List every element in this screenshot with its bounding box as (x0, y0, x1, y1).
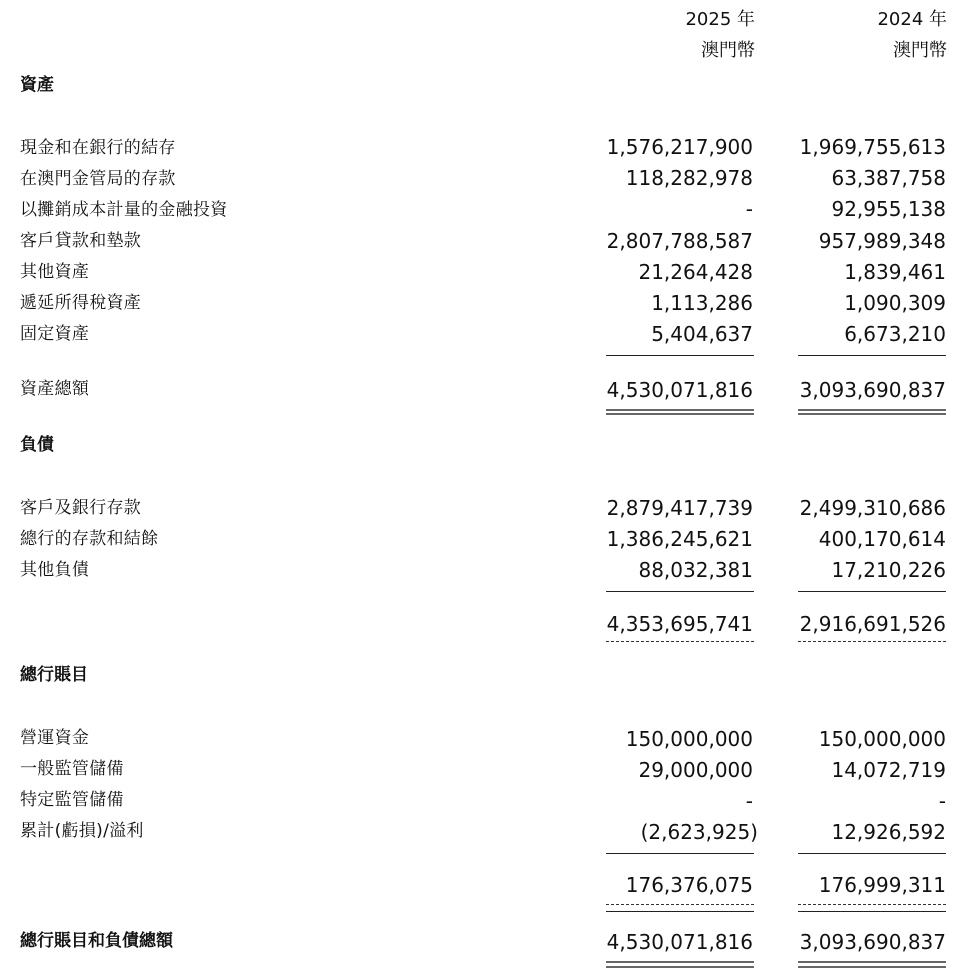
subtotal-dashed-rule (606, 904, 754, 905)
row-value-2024: 2,499,310,686 (799, 496, 946, 520)
row-value-2025: 150,000,000 (625, 727, 753, 751)
grand-total-2024: 3,093,690,837 (799, 930, 946, 954)
row-value-2025: 1,386,245,621 (606, 527, 753, 551)
row-value-2025: 2,879,417,739 (606, 496, 753, 520)
row-label: 其他資產 (20, 262, 90, 282)
row-value-2025: - (745, 789, 753, 813)
section-heading-liabilities: 負債 (20, 435, 54, 455)
currency-2025-label: 澳門幣 (701, 40, 755, 61)
row-value-2024: 150,000,000 (818, 727, 946, 751)
row-value-2025: 1,576,217,900 (606, 135, 753, 159)
row-label: 在澳門金管局的存款 (20, 169, 176, 189)
row-label: 遞延所得稅資產 (20, 293, 142, 313)
year-2025-label: 2025 年 (685, 9, 755, 30)
row-label: 以攤銷成本計量的金融投資 (20, 200, 228, 220)
row-value-2024: 63,387,758 (831, 166, 946, 190)
row-value-2025: 88,032,381 (638, 558, 753, 582)
subtotal-rule (606, 911, 754, 912)
row-label: 營運資金 (20, 728, 90, 748)
row-value-2025: 21,264,428 (638, 260, 753, 284)
row-label: 客戶貸款和墊款 (20, 231, 142, 251)
row-value-2024: 1,090,309 (844, 291, 946, 315)
row-value-2024: 17,210,226 (831, 558, 946, 582)
row-value-2024: 400,170,614 (818, 527, 946, 551)
row-label: 總行的存款和結餘 (20, 529, 159, 549)
row-value-2024: 1,839,461 (844, 260, 946, 284)
total-double-rule (606, 961, 754, 963)
subtotal-rule (798, 853, 946, 854)
row-value-2024: 12,926,592 (831, 820, 946, 844)
grand-total-label: 總行賬目和負債總額 (20, 931, 173, 951)
subtotal-rule (606, 853, 754, 854)
row-label: 現金和在銀行的結存 (20, 138, 176, 158)
row-label: 一般監管儲備 (20, 759, 124, 779)
row-label: 固定資產 (20, 324, 90, 344)
grand-total-2025: 4,530,071,816 (606, 930, 753, 954)
row-value-2024: 14,072,719 (831, 758, 946, 782)
subtotal-rule (798, 591, 946, 592)
total-double-rule (606, 409, 754, 411)
total-assets-2025: 4,530,071,816 (606, 378, 753, 402)
liabilities-subtotal-2024: 2,916,691,526 (799, 612, 946, 636)
liabilities-subtotal-2025: 4,353,695,741 (606, 612, 753, 636)
row-label: 客戶及銀行存款 (20, 498, 142, 518)
subtotal-dashed-rule (606, 641, 754, 642)
row-label: 特定監管儲備 (20, 790, 124, 810)
row-value-2025: - (745, 197, 753, 221)
row-value-2024: 92,955,138 (831, 197, 946, 221)
row-value-2024: 6,673,210 (844, 322, 946, 346)
column-header-2024 (877, 4, 947, 66)
subtotal-rule (798, 355, 946, 356)
total-double-rule (606, 966, 754, 968)
head-office-subtotal-2024: 176,999,311 (818, 873, 946, 897)
row-value-2025: 2,807,788,587 (606, 229, 753, 253)
row-value-2025: 29,000,000 (638, 758, 753, 782)
row-label: 累計(虧損)/溢利 (20, 821, 144, 841)
head-office-subtotal-2025: 176,376,075 (625, 873, 753, 897)
column-header-2025 (685, 4, 755, 66)
total-double-rule (606, 413, 754, 415)
total-double-rule (798, 409, 946, 411)
row-value-2025: 5,404,637 (651, 322, 753, 346)
row-value-2024: 957,989,348 (818, 229, 946, 253)
row-value-2024: 1,969,755,613 (799, 135, 946, 159)
total-double-rule (798, 413, 946, 415)
section-heading-head-office: 總行賬目 (20, 665, 88, 685)
row-label: 其他負債 (20, 560, 90, 580)
row-value-2024: - (938, 789, 946, 813)
subtotal-rule (798, 911, 946, 912)
section-heading-assets: 資產 (20, 75, 54, 95)
total-double-rule (798, 961, 946, 963)
currency-2024-label: 澳門幣 (893, 40, 947, 61)
row-value-2025: (2,623,925) (640, 820, 758, 844)
subtotal-rule (606, 355, 754, 356)
row-value-2025: 118,282,978 (625, 166, 753, 190)
total-double-rule (798, 966, 946, 968)
year-2024-label: 2024 年 (877, 9, 947, 30)
row-value-2025: 1,113,286 (651, 291, 753, 315)
subtotal-dashed-rule (798, 904, 946, 905)
total-assets-label: 資產總額 (20, 379, 90, 399)
subtotal-dashed-rule (798, 641, 946, 642)
subtotal-rule (606, 591, 754, 592)
total-assets-2024: 3,093,690,837 (799, 378, 946, 402)
